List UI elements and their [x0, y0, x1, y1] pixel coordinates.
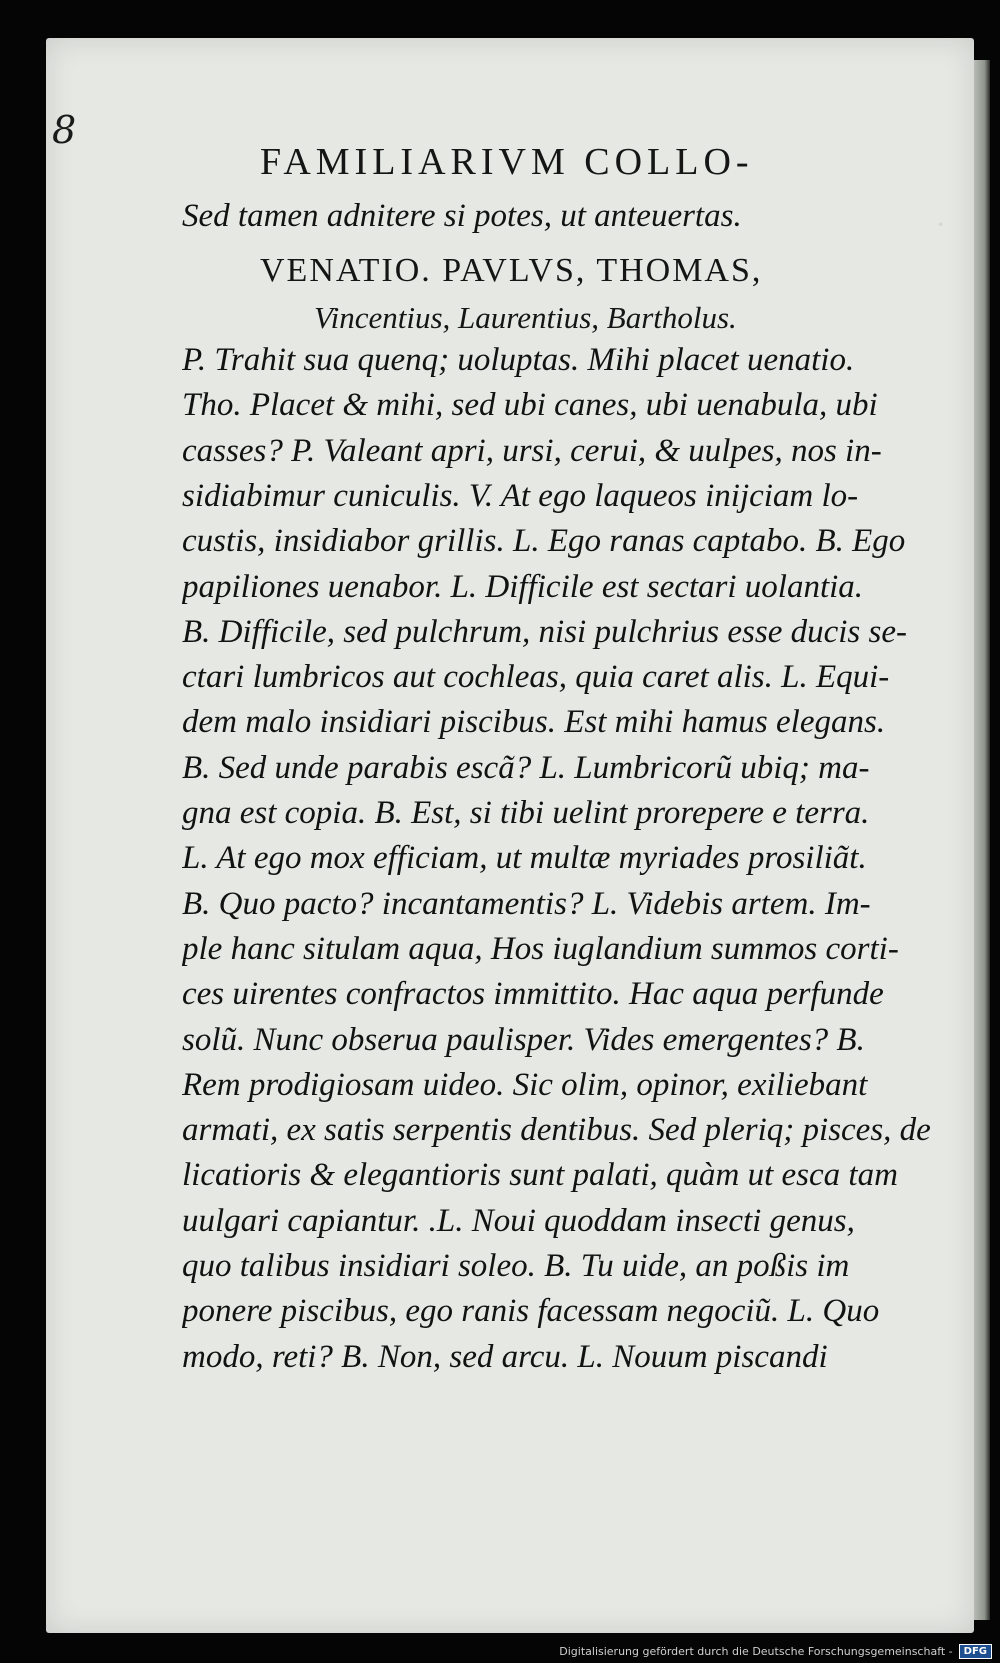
text-line: Sed tamen adnitere si potes, ut anteuertas. [182, 198, 742, 234]
page-edge [972, 60, 990, 1620]
footer-credit: Digitalisierung gefördert durch die Deutsche Forschungsgemeinschaft - [559, 1645, 953, 1658]
text-line: B. Difficile, sed pulchrum, nisi pulchrius esse ducis se- [182, 613, 907, 650]
section-title: VENATIO. PAVLVS, THOMAS, [260, 252, 763, 289]
text-line: B. Quo pacto? incantamentis? L. Videbis artem. Im- [182, 885, 871, 922]
text-line: L. At ego mox efficiam, ut multæ myriades prosiliãt. [182, 840, 867, 877]
text-line: gna est copia. B. Est, si tibi uelint prorepere e terra. [182, 795, 870, 831]
running-head: FAMILIARIVM COLLO- [260, 141, 754, 183]
text-line: ple hanc situlam aqua, Hos iuglandium summos corti- [182, 930, 899, 967]
bleed-through-text: · [936, 208, 944, 241]
text-line: papiliones uenabor. L. Difficile est sectari uolantia. [182, 568, 864, 605]
text-line: armati, ex satis serpentis dentibus. Sed pleriq; pisces, de [182, 1112, 931, 1149]
text-line: P. Trahit sua quenq; uoluptas. Mihi placet uenatio. [182, 342, 855, 378]
text-line: dem malo insidiari piscibus. Est mihi hamus elegans. [182, 704, 886, 741]
dfg-logo-icon: DFG [959, 1644, 992, 1659]
text-line: quo talibus insidiari soleo. B. Tu uide, an poßis im [182, 1248, 850, 1284]
text-line: Rem prodigiosam uideo. Sic olim, opinor, exiliebant [182, 1066, 868, 1103]
text-line: ctari lumbricos aut cochleas, quia caret alis. L. Equi- [182, 659, 890, 696]
text-line: uulgari capiantur. .L. Noui quoddam insecti genus, [182, 1202, 855, 1239]
page-number: 8 [52, 108, 77, 152]
text-line: ponere piscibus, ego ranis facessam negociũ. L. Quo [182, 1293, 880, 1330]
text-line: ces uirentes confractos immittito. Hac aqua perfunde [182, 976, 884, 1013]
footer-credit-bar [559, 1644, 992, 1659]
text-line: sidiabimur cuniculis. V. At ego laqueos inijciam lo- [182, 477, 859, 514]
dramatis-personae: Vincentius, Laurentius, Bartholus. [314, 300, 737, 335]
text-line: Tho. Placet & mihi, sed ubi canes, ubi uenabula, ubi [182, 387, 878, 424]
text-line: solũ. Nunc obserua paulisper. Vides emergentes? B. [182, 1021, 865, 1058]
text-line: casses? P. Valeant apri, ursi, cerui, & uulpes, nos in- [182, 432, 882, 469]
text-line: modo, reti? B. Non, sed arcu. L. Nouum piscandi [182, 1338, 828, 1375]
text-line: licatioris & elegantioris sunt palati, quàm ut esca tam [182, 1157, 898, 1194]
text-line: B. Sed unde parabis escã? L. Lumbricorũ ubiq; ma- [182, 749, 870, 786]
text-line: custis, insidiabor grillis. L. Ego ranas captabo. B. Ego [182, 523, 906, 560]
